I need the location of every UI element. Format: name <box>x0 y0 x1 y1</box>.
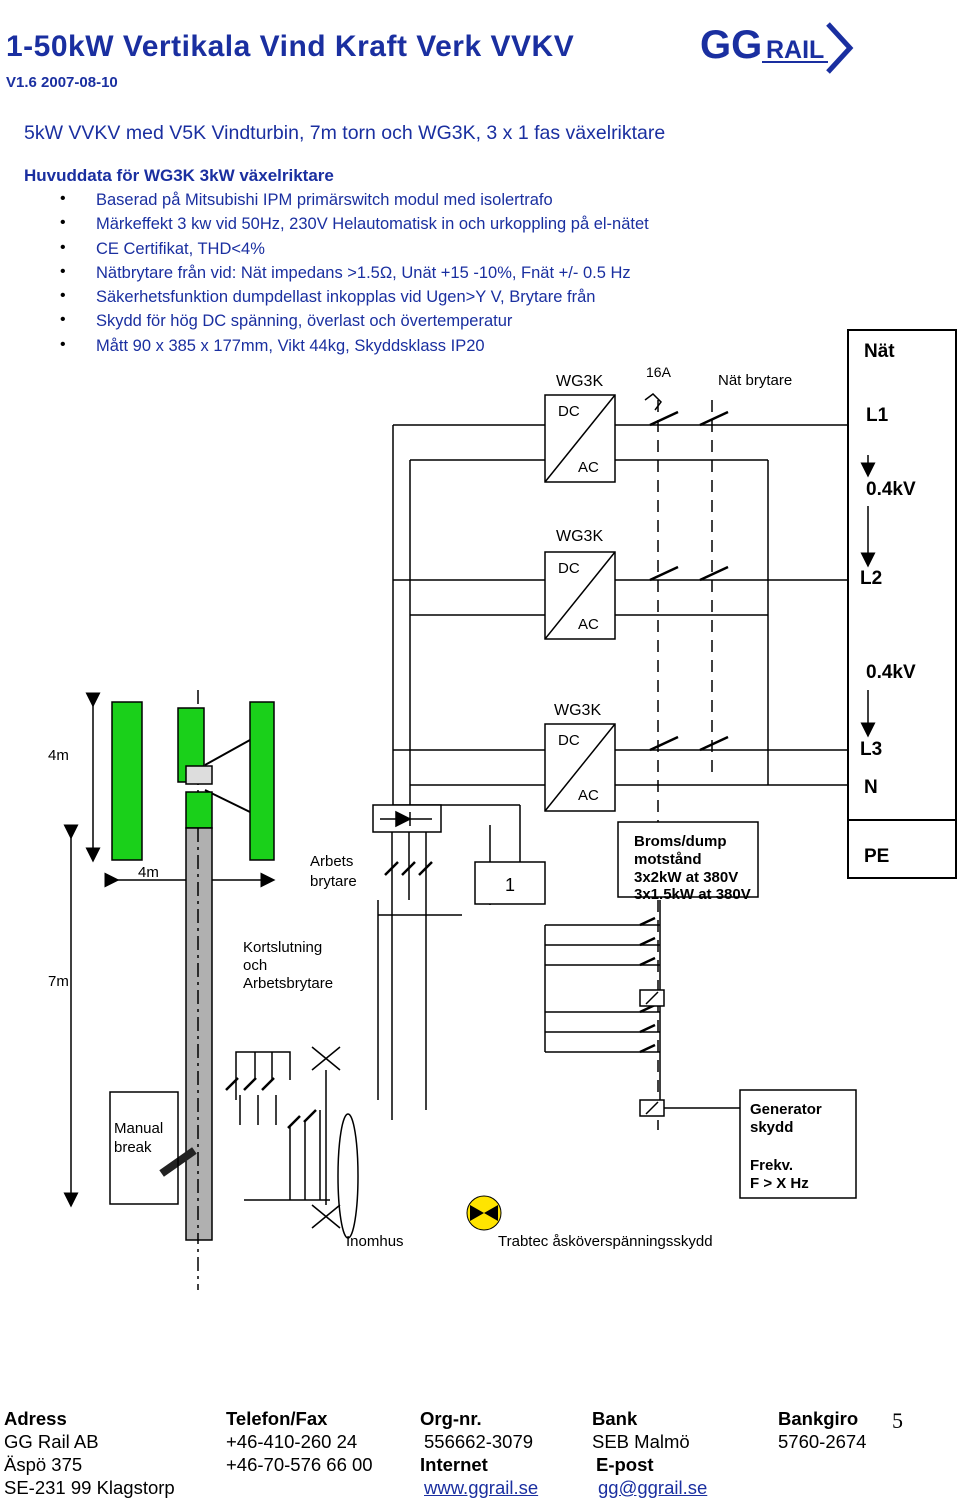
grid-label: Nät <box>864 341 895 362</box>
dim-4m-label: 4m <box>48 747 69 764</box>
dc-label: DC <box>558 732 580 749</box>
footer-email-link[interactable]: gg@ggrail.se <box>598 1477 708 1498</box>
brake-label: 3x2kW at 380V <box>634 869 739 886</box>
gen-protection-label: skydd <box>750 1119 794 1136</box>
lower-wiring <box>236 1052 330 1200</box>
short-circuit-label: Arbetsbrytare <box>243 975 334 992</box>
brake-label: 3x1.5kW at 380V <box>634 886 751 903</box>
fuse-label: 16A <box>646 364 671 380</box>
spec-heading: Huvuddata för WG3K 3kW växelriktare <box>24 166 334 185</box>
dim-7m-label: 7m <box>48 973 69 990</box>
short-circuit-label: och <box>243 957 268 974</box>
footer-phone-heading: Telefon/Fax <box>226 1408 328 1429</box>
voltage-label: 0.4kV <box>866 662 916 683</box>
grid-breaker-contacts <box>650 412 728 750</box>
footer-address: GG Rail AB <box>4 1431 99 1452</box>
breaker-linkage <box>658 400 712 1130</box>
gen-protection-label: F > X Hz <box>750 1175 809 1192</box>
voltage-label: 0.4kV <box>866 479 916 500</box>
spec-item: • CE Certifikat, THD<4% <box>60 240 649 264</box>
manual-break-label: break <box>114 1139 152 1156</box>
footer-internet-heading: Internet <box>420 1454 488 1475</box>
manual-break-label: Manual <box>114 1120 164 1137</box>
brake-label: Broms/dump <box>634 833 727 850</box>
page-subtitle: 5kW VVKV med V5K Vindturbin, 7m torn och WG3K, 3 x 1 fas växelriktare <box>24 122 666 144</box>
spec-item: • Baserad på Mitsubishi IPM primärswitch modul med isolertrafo <box>60 191 649 215</box>
logo-gg: GG <box>700 23 763 67</box>
spec-item: • Säkerhetsfunktion dumpdellast inkopplas vid Ugen>Y V, Brytare från <box>60 288 649 312</box>
pe-label: PE <box>864 846 890 867</box>
dc-label: DC <box>558 560 580 577</box>
spec-item: • Mått 90 x 385 x 177mm, Vikt 44kg, Skyddsklass IP20 <box>60 337 649 361</box>
spec-item: • Skydd för hög DC spänning, överlast och övertemperatur <box>60 312 649 336</box>
footer-bank-heading: Bank <box>592 1408 638 1429</box>
turbine-blade <box>112 702 142 860</box>
indoor-label: Inomhus <box>346 1233 404 1250</box>
inverter-label: WG3K <box>556 373 604 390</box>
phase-l1-label: L1 <box>866 405 889 426</box>
spec-item: • Märkeffekt 3 kw vid 50Hz, 230V Helautomatisk in och urkoppling på el-nätet <box>60 215 649 239</box>
footer-phone: +46-70-576 66 00 <box>226 1454 373 1475</box>
brake-label: motstånd <box>634 851 702 868</box>
footer-website-link[interactable]: www.ggrail.se <box>424 1477 539 1498</box>
arbets-label: Arbets <box>310 853 354 870</box>
arbets-label: brytare <box>310 873 357 890</box>
footer-bankgiro: 5760-2674 <box>778 1431 867 1452</box>
footer-bankgiro-heading: Bankgiro <box>778 1408 859 1429</box>
ac-label: AC <box>578 787 599 804</box>
logo-rail: RAIL <box>766 36 825 64</box>
gen-protection-label: Frekv. <box>750 1157 794 1174</box>
spec-item: • Nätbrytare från vid: Nät impedans >1.5Ω, Unät +15 -10%, Fnät +/- 0.5 Hz <box>60 264 649 288</box>
inverter-label: WG3K <box>554 702 602 719</box>
footer-org-number: 556662-3079 <box>424 1431 534 1452</box>
neutral-label: N <box>864 777 878 798</box>
footer-bank: SEB Malmö <box>592 1431 690 1452</box>
turbine-blade <box>250 702 274 860</box>
document-title: 1-50kW Vertikala Vind Kraft Verk VVKV <box>6 30 575 63</box>
footer-phone: +46-410-260 24 <box>226 1431 358 1452</box>
phase-l2-label: L2 <box>860 568 883 589</box>
dc-label: DC <box>558 403 580 420</box>
inverter-label: WG3K <box>556 528 604 545</box>
ac-label: AC <box>578 459 599 476</box>
phase-l3-label: L3 <box>860 739 883 760</box>
footer-address-heading: Adress <box>4 1408 67 1429</box>
grid-breaker-label: Nät brytare <box>718 372 793 389</box>
page-number: 5 <box>892 1408 903 1433</box>
controller-label: 1 <box>505 875 516 895</box>
turbine-hub <box>186 766 212 784</box>
surge-protector-label: Trabtec åsköverspänningsskydd <box>498 1233 713 1250</box>
footer-org-heading: Org-nr. <box>420 1408 482 1429</box>
gen-protection-label: Generator <box>750 1101 822 1118</box>
version-date: V1.6 2007-08-10 <box>6 74 118 91</box>
footer-address: SE-231 99 Klagstorp <box>4 1477 175 1498</box>
short-circuit-label: Kortslutning <box>243 939 323 956</box>
dim-4m-width-label: 4m <box>138 864 159 881</box>
cable-gland <box>338 1114 358 1238</box>
footer-address: Äspö 375 <box>4 1454 83 1475</box>
tower <box>186 828 212 1240</box>
footer-email-heading: E-post <box>596 1454 654 1475</box>
ac-label: AC <box>578 616 599 633</box>
generator <box>186 792 212 828</box>
